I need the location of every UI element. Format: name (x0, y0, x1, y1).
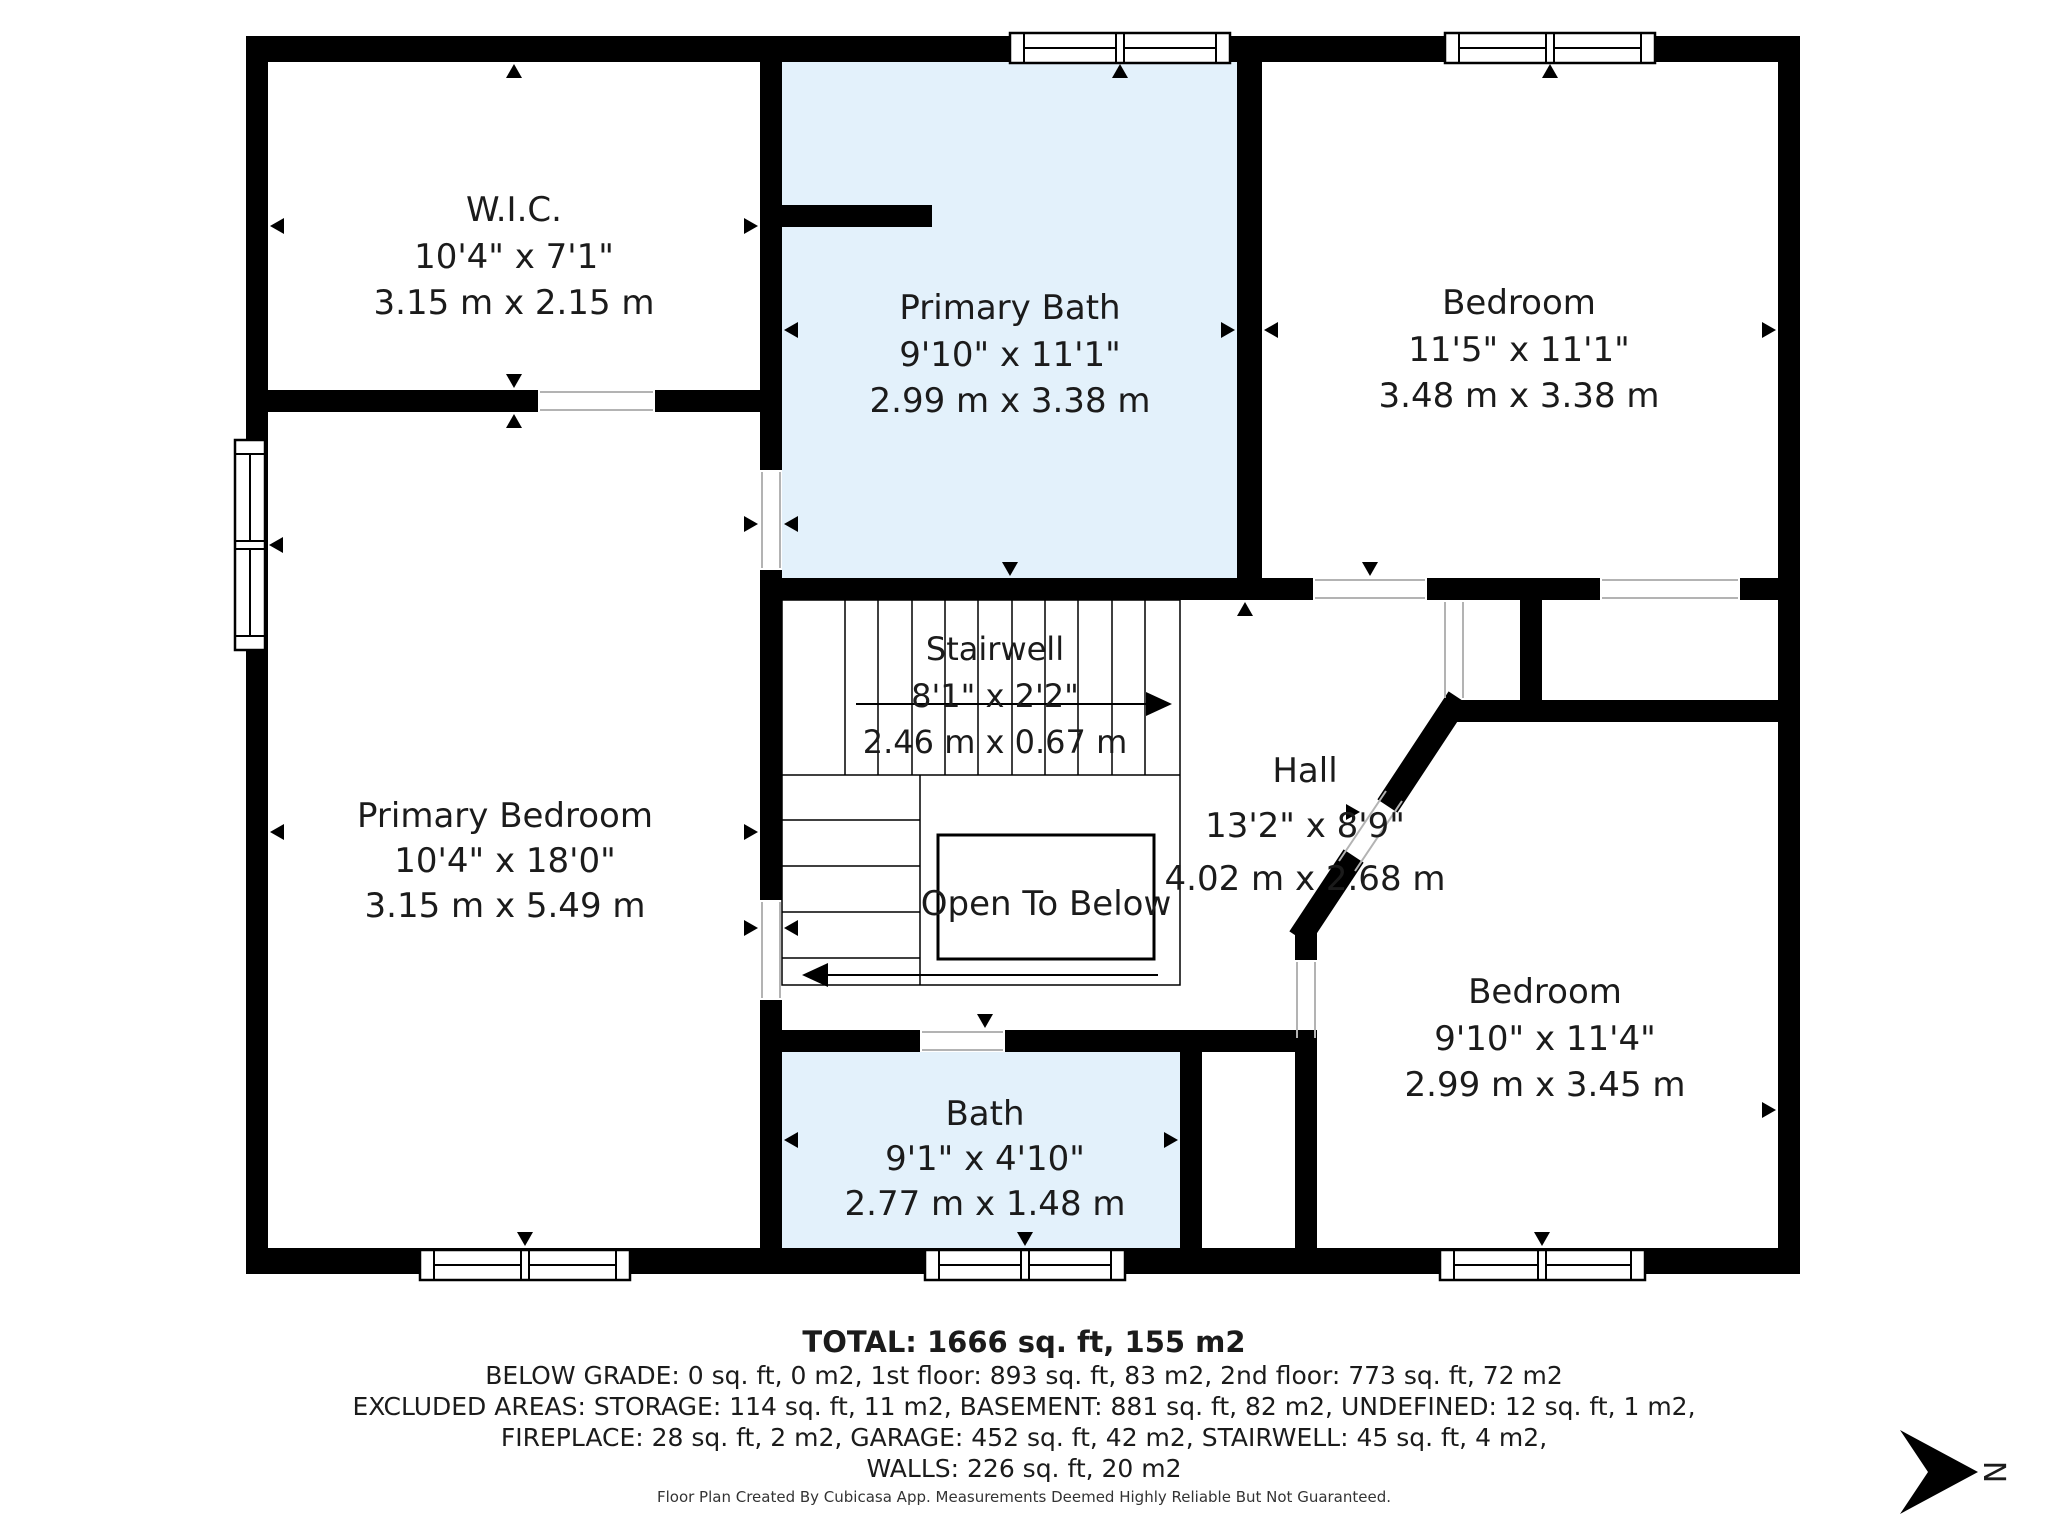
closet-bottom-wall (1443, 700, 1778, 722)
disclaimer-text: Floor Plan Created By Cubicasa App. Measurements Deemed Highly Reliable But Not Guaranteed. (656, 1488, 1392, 1506)
bedroom-bottom-dim-metric: 2.99 m x 3.45 m (1404, 1065, 1686, 1105)
north-label: N (1976, 1460, 2011, 1484)
primary-bath-dim-imperial: 9'10" x 11'1" (899, 335, 1121, 375)
hall-dim-metric: 4.02 m x 2.68 m (1164, 859, 1446, 899)
wic-name: W.I.C. (466, 190, 562, 230)
wic-dim-metric: 3.15 m x 2.15 m (373, 283, 655, 323)
primary-bath-name: Primary Bath (899, 288, 1121, 328)
north-indicator (1900, 1430, 2011, 1514)
wall-left-column-lower (760, 1000, 782, 1248)
summary-line1: BELOW GRADE: 0 sq. ft, 0 m2, 1st floor: 893 sq. ft, 83 m2, 2nd floor: 773 sq. ft, 72 m2 (485, 1361, 1563, 1390)
label-open-to-below (921, 884, 1172, 924)
wic-bottom-wall-right (655, 390, 760, 412)
window-bath-bottom (925, 1250, 1125, 1280)
closet-divider-wall (1520, 600, 1542, 700)
primary-bedroom-dim-metric: 3.15 m x 5.49 m (364, 886, 646, 926)
primary-bath-wall-stub (782, 205, 932, 227)
wall-bath-bedroom (1237, 62, 1262, 578)
stairwell-dim-imperial: 8'1" x 2'2" (911, 677, 1079, 715)
mid-wall-west (782, 578, 1313, 600)
wall-left-column-upper (760, 62, 782, 470)
bath-top-wall-left (782, 1030, 920, 1052)
summary-line4: WALLS: 226 sq. ft, 20 m2 (866, 1454, 1182, 1483)
hall-dim-imperial: 13'2" x 8'9" (1205, 806, 1405, 846)
wic-bottom-wall-left (268, 390, 538, 412)
stairwell-dim-metric: 2.46 m x 0.67 m (862, 723, 1128, 761)
bedroom-top-name: Bedroom (1442, 283, 1596, 323)
summary-line3: FIREPLACE: 28 sq. ft, 2 m2, GARAGE: 452 sq. ft, 42 m2, STAIRWELL: 45 sq. ft, 4 m2, (500, 1423, 1548, 1452)
bath-name: Bath (945, 1094, 1025, 1134)
primary-bath-dim-metric: 2.99 m x 3.38 m (869, 381, 1151, 421)
open-to-below-text: Open To Below (920, 884, 1172, 924)
mid-wall-center (1427, 578, 1600, 600)
primary-bedroom-dim-imperial: 10'4" x 18'0" (394, 841, 616, 881)
shaft-wall-lower (1295, 1040, 1317, 1248)
bedroom-bottom-dim-imperial: 9'10" x 11'4" (1434, 1019, 1656, 1059)
primary-bedroom-name: Primary Bedroom (357, 796, 653, 836)
outer-wall-left (246, 36, 268, 1274)
summary-block (352, 1325, 1695, 1506)
outer-wall-right (1778, 36, 1800, 1274)
window-primary-bedroom-left (235, 440, 265, 650)
window-bedroom-top (1445, 33, 1655, 63)
summary-line2: EXCLUDED AREAS: STORAGE: 114 sq. ft, 11 m2, BASEMENT: 881 sq. ft, 82 m2, UNDEFINED: 12 sq. ft, 1 m2, (352, 1392, 1696, 1421)
wall-left-column-middle (760, 570, 782, 900)
mid-wall-east (1740, 578, 1778, 600)
label-primary-bath (870, 288, 1151, 421)
bedroom-top-dim-metric: 3.48 m x 3.38 m (1378, 376, 1660, 416)
bedroom-bottom-name: Bedroom (1468, 972, 1622, 1012)
window-bedroom-bottom (1440, 1250, 1645, 1280)
bath-dim-metric: 2.77 m x 1.48 m (844, 1184, 1126, 1224)
bath-right-wall (1180, 1052, 1202, 1248)
label-primary-bedroom (357, 796, 653, 926)
bedroom-top-dim-imperial: 11'5" x 11'1" (1408, 330, 1630, 370)
north-arrow-icon (1900, 1430, 1978, 1514)
window-primary-bedroom-bottom (420, 1250, 630, 1280)
stairwell-name: Stairwell (925, 630, 1065, 668)
summary-total: TOTAL: 1666 sq. ft, 155 m2 (802, 1325, 1246, 1359)
bath-dim-imperial: 9'1" x 4'10" (885, 1139, 1085, 1179)
hall-name: Hall (1272, 751, 1338, 791)
bath-top-wall-right (1005, 1030, 1317, 1052)
window-primary-bath-top (1010, 33, 1230, 63)
wic-dim-imperial: 10'4" x 7'1" (414, 237, 614, 277)
